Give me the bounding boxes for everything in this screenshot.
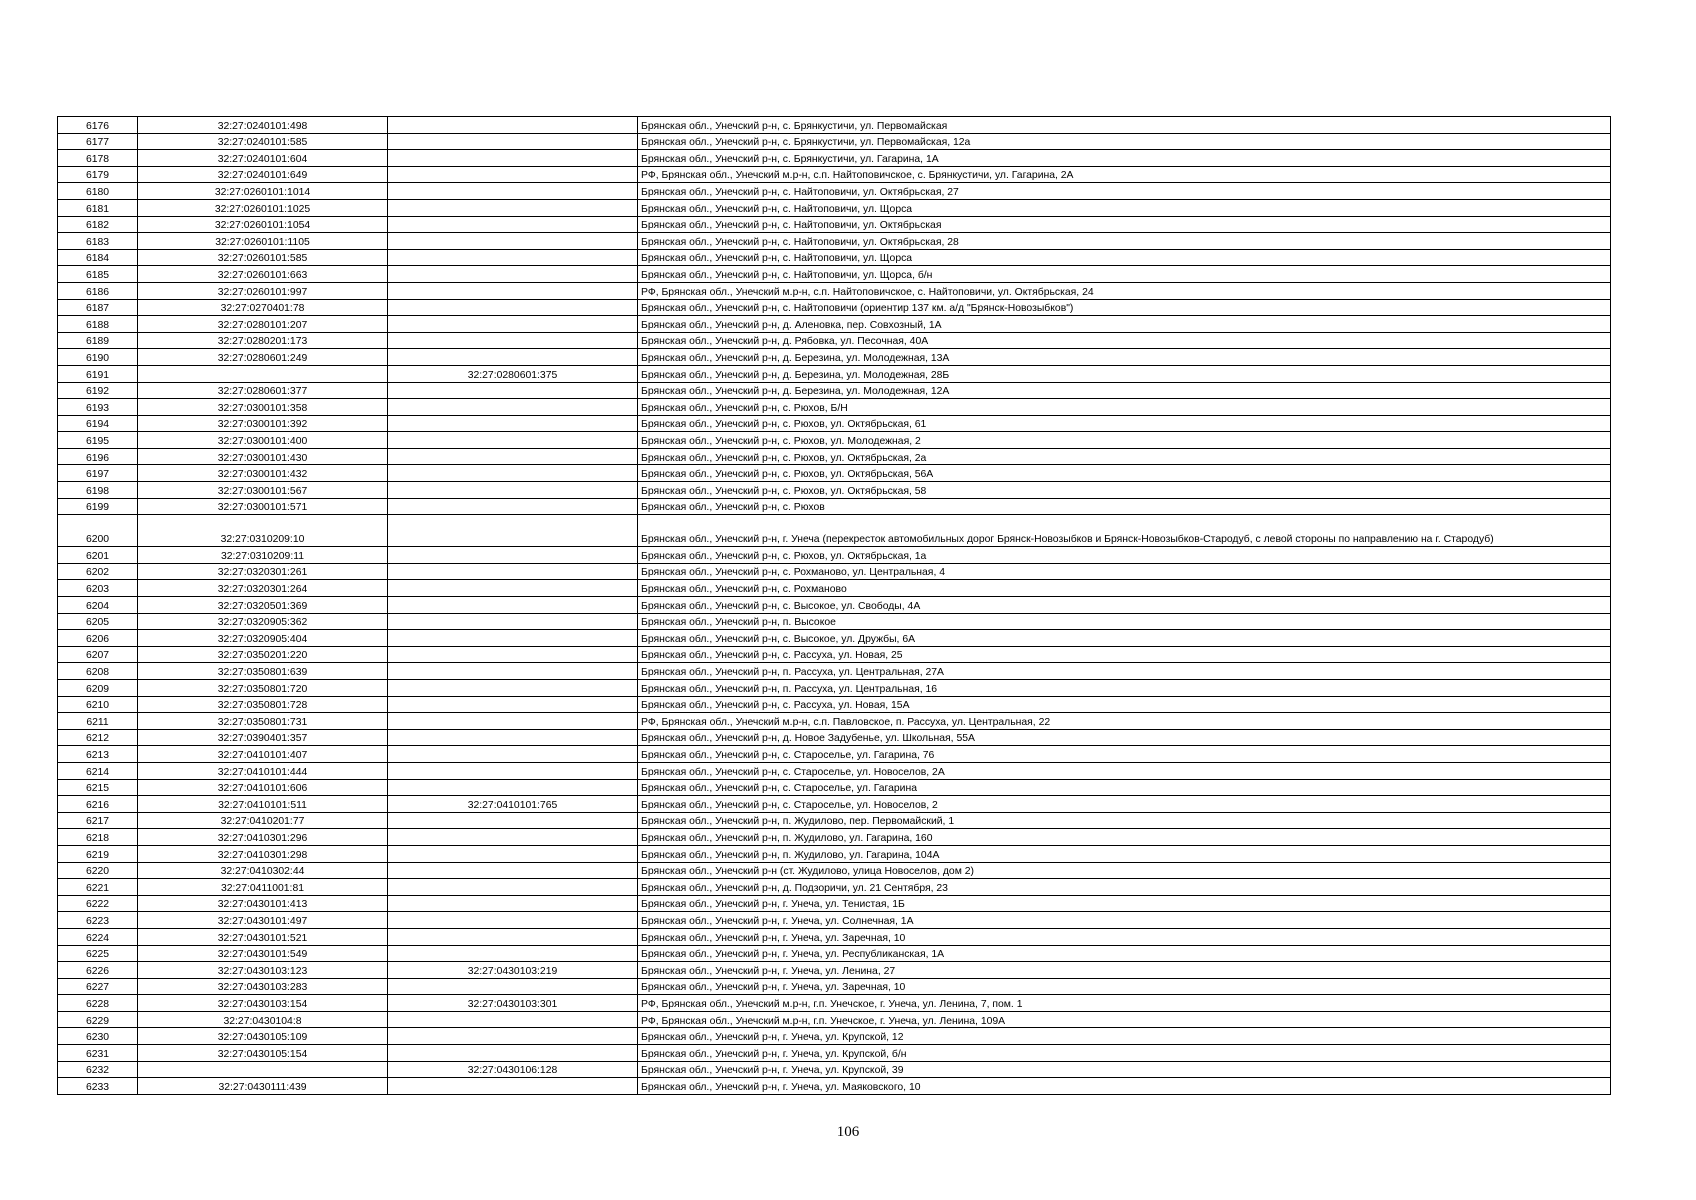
row-number-cell: 6188 xyxy=(58,316,138,333)
address-cell: Брянская обл., Унечский р-н, с. Рюхов, ул. Молодежная, 2 xyxy=(638,432,1611,449)
cadastral-number-cell: 32:27:0430105:109 xyxy=(138,1028,388,1045)
table-row xyxy=(58,249,1611,266)
table-row xyxy=(58,862,1611,879)
address-cell: Брянская обл., Унечский р-н, д. Новое Задубенье, ул. Школьная, 55А xyxy=(638,729,1611,746)
address-cell: Брянская обл., Унечский р-н, с. Найтоповичи, ул. Октябрьская, 28 xyxy=(638,233,1611,250)
row-number-cell: 6200 xyxy=(58,515,138,547)
related-cadastral-number-cell xyxy=(388,978,638,995)
cadastral-number-cell: 32:27:0300101:392 xyxy=(138,415,388,432)
cadastral-number-cell: 32:27:0430104:8 xyxy=(138,1011,388,1028)
address-cell: Брянская обл., Унечский р-н, г. Унеча, ул. Заречная, 10 xyxy=(638,928,1611,945)
row-number-cell: 6189 xyxy=(58,332,138,349)
cadastral-number-cell: 32:27:0410101:511 xyxy=(138,796,388,813)
row-number-cell: 6202 xyxy=(58,563,138,580)
table-row xyxy=(58,812,1611,829)
table-row xyxy=(58,563,1611,580)
row-number-cell: 6232 xyxy=(58,1061,138,1078)
related-cadastral-number-cell xyxy=(388,729,638,746)
cadastral-number-cell: 32:27:0260101:1054 xyxy=(138,216,388,233)
table-row xyxy=(58,465,1611,482)
address-cell: Брянская обл., Унечский р-н, п. Жудилово, пер. Первомайский, 1 xyxy=(638,812,1611,829)
related-cadastral-number-cell xyxy=(388,133,638,150)
table-row xyxy=(58,879,1611,896)
cadastral-number-cell: 32:27:0280101:207 xyxy=(138,316,388,333)
address-cell: Брянская обл., Унечский р-н, с. Найтоповичи, ул. Щорса xyxy=(638,199,1611,216)
table-row xyxy=(58,117,1611,134)
table-row xyxy=(58,580,1611,597)
registry-table xyxy=(57,116,1611,1095)
cadastral-number-cell: 32:27:0260101:997 xyxy=(138,282,388,299)
cadastral-number-cell xyxy=(138,365,388,382)
table-row xyxy=(58,945,1611,962)
related-cadastral-number-cell xyxy=(388,117,638,134)
table-row xyxy=(58,779,1611,796)
address-cell: Брянская обл., Унечский р-н, г. Унеча, ул. Тенистая, 1Б xyxy=(638,895,1611,912)
row-number-cell: 6233 xyxy=(58,1078,138,1095)
row-number-cell: 6193 xyxy=(58,399,138,416)
cadastral-number-cell: 32:27:0270401:78 xyxy=(138,299,388,316)
related-cadastral-number-cell xyxy=(388,316,638,333)
address-cell: Брянская обл., Унечский р-н (ст. Жудилово, улица Новоселов, дом 2) xyxy=(638,862,1611,879)
row-number-cell: 6222 xyxy=(58,895,138,912)
table-row xyxy=(58,515,1611,547)
related-cadastral-number-cell xyxy=(388,515,638,547)
address-cell: Брянская обл., Унечский р-н, д. Березина, ул. Молодежная, 12А xyxy=(638,382,1611,399)
related-cadastral-number-cell xyxy=(388,862,638,879)
address-cell: Брянская обл., Унечский р-н, с. Рюхов, ул. Октябрьская, 61 xyxy=(638,415,1611,432)
table-row xyxy=(58,597,1611,614)
cadastral-number-cell: 32:27:0430101:497 xyxy=(138,912,388,929)
table-row xyxy=(58,482,1611,499)
address-cell: Брянская обл., Унечский р-н, с. Рюхов, ул. Октябрьская, 58 xyxy=(638,482,1611,499)
table-row xyxy=(58,349,1611,366)
related-cadastral-number-cell xyxy=(388,299,638,316)
row-number-cell: 6197 xyxy=(58,465,138,482)
related-cadastral-number-cell xyxy=(388,762,638,779)
table-row xyxy=(58,1078,1611,1095)
row-number-cell: 6186 xyxy=(58,282,138,299)
related-cadastral-number-cell xyxy=(388,415,638,432)
related-cadastral-number-cell xyxy=(388,630,638,647)
table-row xyxy=(58,978,1611,995)
address-cell: Брянская обл., Унечский р-н, д. Подзоричи, ул. 21 Сентября, 23 xyxy=(638,879,1611,896)
related-cadastral-number-cell xyxy=(388,580,638,597)
related-cadastral-number-cell xyxy=(388,928,638,945)
table-row xyxy=(58,415,1611,432)
address-cell: Брянская обл., Унечский р-н, д. Рябовка, ул. Песочная, 40А xyxy=(638,332,1611,349)
related-cadastral-number-cell xyxy=(388,249,638,266)
address-cell: Брянская обл., Унечский р-н, г. Унеча, ул. Крупской, 39 xyxy=(638,1061,1611,1078)
row-number-cell: 6210 xyxy=(58,696,138,713)
table-row xyxy=(58,498,1611,515)
related-cadastral-number-cell xyxy=(388,1028,638,1045)
address-cell: Брянская обл., Унечский р-н, п. Рассуха, ул. Центральная, 16 xyxy=(638,680,1611,697)
address-cell: Брянская обл., Унечский р-н, с. Высокое, ул. Свободы, 4А xyxy=(638,597,1611,614)
cadastral-number-cell: 32:27:0350801:639 xyxy=(138,663,388,680)
address-cell: Брянская обл., Унечский р-н, с. Рохманово xyxy=(638,580,1611,597)
cadastral-number-cell: 32:27:0280601:249 xyxy=(138,349,388,366)
row-number-cell: 6208 xyxy=(58,663,138,680)
table-row xyxy=(58,299,1611,316)
address-cell: Брянская обл., Унечский р-н, г. Унеча, ул. Солнечная, 1А xyxy=(638,912,1611,929)
row-number-cell: 6228 xyxy=(58,995,138,1012)
table-row xyxy=(58,1028,1611,1045)
table-row xyxy=(58,1061,1611,1078)
row-number-cell: 6203 xyxy=(58,580,138,597)
related-cadastral-number-cell xyxy=(388,266,638,283)
row-number-cell: 6215 xyxy=(58,779,138,796)
address-cell: Брянская обл., Унечский р-н, с. Рюхов, ул. Октябрьская, 1а xyxy=(638,547,1611,564)
cadastral-number-cell: 32:27:0350801:731 xyxy=(138,713,388,730)
address-cell: Брянская обл., Унечский р-н, с. Староселье, ул. Гагарина, 76 xyxy=(638,746,1611,763)
cadastral-number-cell: 32:27:0350801:728 xyxy=(138,696,388,713)
cadastral-number-cell: 32:27:0260101:1105 xyxy=(138,233,388,250)
table-row xyxy=(58,199,1611,216)
row-number-cell: 6191 xyxy=(58,365,138,382)
related-cadastral-number-cell xyxy=(388,779,638,796)
row-number-cell: 6180 xyxy=(58,183,138,200)
related-cadastral-number-cell xyxy=(388,482,638,499)
row-number-cell: 6185 xyxy=(58,266,138,283)
related-cadastral-number-cell xyxy=(388,1045,638,1062)
address-cell: РФ, Брянская обл., Унечский м.р-н, с.п. Павловское, п. Рассуха, ул. Центральная, 22 xyxy=(638,713,1611,730)
address-cell: Брянская обл., Унечский р-н, с. Найтоповичи, ул. Октябрьская, 27 xyxy=(638,183,1611,200)
cadastral-number-cell: 32:27:0350801:720 xyxy=(138,680,388,697)
cadastral-number-cell: 32:27:0410302:44 xyxy=(138,862,388,879)
table-row xyxy=(58,1045,1611,1062)
row-number-cell: 6230 xyxy=(58,1028,138,1045)
related-cadastral-number-cell xyxy=(388,150,638,167)
cadastral-number-cell: 32:27:0320905:362 xyxy=(138,613,388,630)
table-row xyxy=(58,729,1611,746)
table-row xyxy=(58,365,1611,382)
cadastral-number-cell: 32:27:0300101:430 xyxy=(138,448,388,465)
address-cell: Брянская обл., Унечский р-н, с. Рюхов, Б/Н xyxy=(638,399,1611,416)
table-row xyxy=(58,746,1611,763)
row-number-cell: 6194 xyxy=(58,415,138,432)
address-cell: Брянская обл., Унечский р-н, с. Высокое, ул. Дружбы, 6А xyxy=(638,630,1611,647)
cadastral-number-cell xyxy=(138,1061,388,1078)
table-row xyxy=(58,630,1611,647)
table-row xyxy=(58,216,1611,233)
related-cadastral-number-cell xyxy=(388,399,638,416)
related-cadastral-number-cell xyxy=(388,233,638,250)
address-cell: Брянская обл., Унечский р-н, г. Унеча, ул. Заречная, 10 xyxy=(638,978,1611,995)
related-cadastral-number-cell xyxy=(388,746,638,763)
row-number-cell: 6219 xyxy=(58,845,138,862)
cadastral-number-cell: 32:27:0430101:521 xyxy=(138,928,388,945)
related-cadastral-number-cell xyxy=(388,448,638,465)
cadastral-number-cell: 32:27:0310209:11 xyxy=(138,547,388,564)
row-number-cell: 6187 xyxy=(58,299,138,316)
related-cadastral-number-cell xyxy=(388,382,638,399)
row-number-cell: 6201 xyxy=(58,547,138,564)
address-cell: Брянская обл., Унечский р-н, с. Староселье, ул. Гагарина xyxy=(638,779,1611,796)
related-cadastral-number-cell xyxy=(388,1078,638,1095)
cadastral-number-cell: 32:27:0320501:369 xyxy=(138,597,388,614)
related-cadastral-number-cell xyxy=(388,895,638,912)
related-cadastral-number-cell xyxy=(388,696,638,713)
related-cadastral-number-cell xyxy=(388,613,638,630)
table-row xyxy=(58,845,1611,862)
table-row xyxy=(58,995,1611,1012)
address-cell: Брянская обл., Унечский р-н, с. Найтоповичи, ул. Октябрьская xyxy=(638,216,1611,233)
address-cell: РФ, Брянская обл., Унечский м.р-н, г.п. Унечское, г. Унеча, ул. Ленина, 7, пом. 1 xyxy=(638,995,1611,1012)
table-row xyxy=(58,762,1611,779)
cadastral-number-cell: 32:27:0350201:220 xyxy=(138,646,388,663)
cadastral-number-cell: 32:27:0280201:173 xyxy=(138,332,388,349)
related-cadastral-number-cell: 32:27:0430106:128 xyxy=(388,1061,638,1078)
related-cadastral-number-cell xyxy=(388,713,638,730)
table-row xyxy=(58,382,1611,399)
cadastral-number-cell: 32:27:0280601:377 xyxy=(138,382,388,399)
related-cadastral-number-cell xyxy=(388,1011,638,1028)
related-cadastral-number-cell xyxy=(388,332,638,349)
row-number-cell: 6213 xyxy=(58,746,138,763)
cadastral-number-cell: 32:27:0410301:298 xyxy=(138,845,388,862)
row-number-cell: 6182 xyxy=(58,216,138,233)
table-row xyxy=(58,547,1611,564)
address-cell: Брянская обл., Унечский р-н, с. Рюхов, ул. Октябрьская, 2а xyxy=(638,448,1611,465)
address-cell: Брянская обл., Унечский р-н, с. Брянкустичи, ул. Гагарина, 1А xyxy=(638,150,1611,167)
cadastral-number-cell: 32:27:0410101:444 xyxy=(138,762,388,779)
table-row xyxy=(58,829,1611,846)
address-cell: Брянская обл., Унечский р-н, с. Найтоповичи, ул. Щорса, б/н xyxy=(638,266,1611,283)
table-row xyxy=(58,448,1611,465)
address-cell: Брянская обл., Унечский р-н, с. Староселье, ул. Новоселов, 2А xyxy=(638,762,1611,779)
address-cell: Брянская обл., Унечский р-н, г. Унеча, ул. Маяковского, 10 xyxy=(638,1078,1611,1095)
related-cadastral-number-cell: 32:27:0410101:765 xyxy=(388,796,638,813)
table-row xyxy=(58,282,1611,299)
cadastral-number-cell: 32:27:0300101:571 xyxy=(138,498,388,515)
related-cadastral-number-cell xyxy=(388,432,638,449)
row-number-cell: 6205 xyxy=(58,613,138,630)
related-cadastral-number-cell xyxy=(388,879,638,896)
row-number-cell: 6206 xyxy=(58,630,138,647)
address-cell: Брянская обл., Унечский р-н, с. Брянкустичи, ул. Первомайская xyxy=(638,117,1611,134)
cadastral-number-cell: 32:27:0260101:1014 xyxy=(138,183,388,200)
cadastral-number-cell: 32:27:0430103:283 xyxy=(138,978,388,995)
table-row xyxy=(58,316,1611,333)
address-cell: Брянская обл., Унечский р-н, д. Березина, ул. Молодежная, 28Б xyxy=(638,365,1611,382)
table-row xyxy=(58,696,1611,713)
table-row xyxy=(58,133,1611,150)
cadastral-number-cell: 32:27:0310209:10 xyxy=(138,515,388,547)
row-number-cell: 6225 xyxy=(58,945,138,962)
address-cell: Брянская обл., Унечский р-н, с. Найтоповичи, ул. Щорса xyxy=(638,249,1611,266)
related-cadastral-number-cell xyxy=(388,845,638,862)
cadastral-number-cell: 32:27:0430103:123 xyxy=(138,962,388,979)
related-cadastral-number-cell xyxy=(388,945,638,962)
related-cadastral-number-cell xyxy=(388,183,638,200)
table-row xyxy=(58,663,1611,680)
row-number-cell: 6220 xyxy=(58,862,138,879)
cadastral-number-cell: 32:27:0260101:585 xyxy=(138,249,388,266)
row-number-cell: 6181 xyxy=(58,199,138,216)
address-cell: Брянская обл., Унечский р-н, п. Жудилово, ул. Гагарина, 160 xyxy=(638,829,1611,846)
cadastral-number-cell: 32:27:0240101:498 xyxy=(138,117,388,134)
table-row xyxy=(58,895,1611,912)
address-cell: Брянская обл., Унечский р-н, с. Рассуха, ул. Новая, 15А xyxy=(638,696,1611,713)
row-number-cell: 6218 xyxy=(58,829,138,846)
address-cell: Брянская обл., Унечский р-н, г. Унеча, ул. Республиканская, 1А xyxy=(638,945,1611,962)
row-number-cell: 6212 xyxy=(58,729,138,746)
row-number-cell: 6184 xyxy=(58,249,138,266)
cadastral-number-cell: 32:27:0260101:1025 xyxy=(138,199,388,216)
table-row xyxy=(58,646,1611,663)
cadastral-number-cell: 32:27:0430101:549 xyxy=(138,945,388,962)
address-cell: Брянская обл., Унечский р-н, д. Аленовка, пер. Совхозный, 1А xyxy=(638,316,1611,333)
cadastral-number-cell: 32:27:0240101:585 xyxy=(138,133,388,150)
related-cadastral-number-cell: 32:27:0280601:375 xyxy=(388,365,638,382)
table-row xyxy=(58,332,1611,349)
related-cadastral-number-cell xyxy=(388,597,638,614)
cadastral-number-cell: 32:27:0320301:261 xyxy=(138,563,388,580)
cadastral-number-cell: 32:27:0300101:432 xyxy=(138,465,388,482)
address-cell: Брянская обл., Унечский р-н, с. Рюхов xyxy=(638,498,1611,515)
related-cadastral-number-cell: 32:27:0430103:301 xyxy=(388,995,638,1012)
cadastral-number-cell: 32:27:0411001:81 xyxy=(138,879,388,896)
related-cadastral-number-cell xyxy=(388,912,638,929)
row-number-cell: 6198 xyxy=(58,482,138,499)
related-cadastral-number-cell xyxy=(388,465,638,482)
cadastral-number-cell: 32:27:0320905:404 xyxy=(138,630,388,647)
related-cadastral-number-cell xyxy=(388,216,638,233)
row-number-cell: 6176 xyxy=(58,117,138,134)
related-cadastral-number-cell xyxy=(388,547,638,564)
address-cell: РФ, Брянская обл., Унечский м.р-н, г.п. Унечское, г. Унеча, ул. Ленина, 109А xyxy=(638,1011,1611,1028)
address-cell: Брянская обл., Унечский р-н, г. Унеча, ул. Крупской, 12 xyxy=(638,1028,1611,1045)
table-row xyxy=(58,233,1611,250)
row-number-cell: 6179 xyxy=(58,166,138,183)
row-number-cell: 6183 xyxy=(58,233,138,250)
row-number-cell: 6226 xyxy=(58,962,138,979)
address-cell: РФ, Брянская обл., Унечский м.р-н, с.п. Найтоповичское, с. Брянкустичи, ул. Гагарина, 2А xyxy=(638,166,1611,183)
related-cadastral-number-cell xyxy=(388,199,638,216)
address-cell: Брянская обл., Унечский р-н, г. Унеча, ул. Ленина, 27 xyxy=(638,962,1611,979)
related-cadastral-number-cell xyxy=(388,498,638,515)
row-number-cell: 6209 xyxy=(58,680,138,697)
address-cell: Брянская обл., Унечский р-н, с. Рассуха, ул. Новая, 25 xyxy=(638,646,1611,663)
row-number-cell: 6217 xyxy=(58,812,138,829)
table-row xyxy=(58,166,1611,183)
address-cell: Брянская обл., Унечский р-н, с. Рохманово, ул. Центральная, 4 xyxy=(638,563,1611,580)
row-number-cell: 6221 xyxy=(58,879,138,896)
cadastral-number-cell: 32:27:0410301:296 xyxy=(138,829,388,846)
row-number-cell: 6195 xyxy=(58,432,138,449)
row-number-cell: 6227 xyxy=(58,978,138,995)
cadastral-number-cell: 32:27:0430103:154 xyxy=(138,995,388,1012)
cadastral-number-cell: 32:27:0240101:604 xyxy=(138,150,388,167)
related-cadastral-number-cell xyxy=(388,829,638,846)
address-cell: Брянская обл., Унечский р-н, п. Жудилово, ул. Гагарина, 104А xyxy=(638,845,1611,862)
related-cadastral-number-cell xyxy=(388,646,638,663)
table-row xyxy=(58,150,1611,167)
table-row xyxy=(58,613,1611,630)
cadastral-number-cell: 32:27:0260101:663 xyxy=(138,266,388,283)
cadastral-number-cell: 32:27:0410101:606 xyxy=(138,779,388,796)
row-number-cell: 6211 xyxy=(58,713,138,730)
related-cadastral-number-cell xyxy=(388,166,638,183)
row-number-cell: 6207 xyxy=(58,646,138,663)
table-row xyxy=(58,713,1611,730)
row-number-cell: 6192 xyxy=(58,382,138,399)
cadastral-number-cell: 32:27:0390401:357 xyxy=(138,729,388,746)
address-cell: Брянская обл., Унечский р-н, г. Унеча, ул. Крупской, б/н xyxy=(638,1045,1611,1062)
table-row xyxy=(58,928,1611,945)
table-row xyxy=(58,183,1611,200)
cadastral-number-cell: 32:27:0300101:567 xyxy=(138,482,388,499)
cadastral-number-cell: 32:27:0320301:264 xyxy=(138,580,388,597)
address-cell: Брянская обл., Унечский р-н, с. Брянкустичи, ул. Первомайская, 12а xyxy=(638,133,1611,150)
related-cadastral-number-cell: 32:27:0430103:219 xyxy=(388,962,638,979)
related-cadastral-number-cell xyxy=(388,812,638,829)
table-row xyxy=(58,796,1611,813)
table-row xyxy=(58,1011,1611,1028)
cadastral-number-cell: 32:27:0300101:400 xyxy=(138,432,388,449)
row-number-cell: 6204 xyxy=(58,597,138,614)
cadastral-number-cell: 32:27:0410101:407 xyxy=(138,746,388,763)
cadastral-number-cell: 32:27:0430111:439 xyxy=(138,1078,388,1095)
cadastral-number-cell: 32:27:0410201:77 xyxy=(138,812,388,829)
cadastral-number-cell: 32:27:0300101:358 xyxy=(138,399,388,416)
cadastral-number-cell: 32:27:0240101:649 xyxy=(138,166,388,183)
related-cadastral-number-cell xyxy=(388,282,638,299)
row-number-cell: 6223 xyxy=(58,912,138,929)
related-cadastral-number-cell xyxy=(388,563,638,580)
address-cell: Брянская обл., Унечский р-н, с. Староселье, ул. Новоселов, 2 xyxy=(638,796,1611,813)
row-number-cell: 6214 xyxy=(58,762,138,779)
related-cadastral-number-cell xyxy=(388,349,638,366)
table-row xyxy=(58,266,1611,283)
table-row xyxy=(58,962,1611,979)
address-cell: Брянская обл., Унечский р-н, п. Рассуха, ул. Центральная, 27А xyxy=(638,663,1611,680)
row-number-cell: 6229 xyxy=(58,1011,138,1028)
page-number: 106 xyxy=(836,1124,860,1140)
row-number-cell: 6177 xyxy=(58,133,138,150)
related-cadastral-number-cell xyxy=(388,663,638,680)
table-row xyxy=(58,399,1611,416)
related-cadastral-number-cell xyxy=(388,680,638,697)
row-number-cell: 6231 xyxy=(58,1045,138,1062)
row-number-cell: 6190 xyxy=(58,349,138,366)
cadastral-number-cell: 32:27:0430101:413 xyxy=(138,895,388,912)
registry-table-body xyxy=(58,117,1611,1095)
table-row xyxy=(58,680,1611,697)
address-cell: РФ, Брянская обл., Унечский м.р-н, с.п. Найтоповичское, с. Найтоповичи, ул. Октябрьская, 24 xyxy=(638,282,1611,299)
cadastral-number-cell: 32:27:0430105:154 xyxy=(138,1045,388,1062)
table-row xyxy=(58,432,1611,449)
address-cell: Брянская обл., Унечский р-н, д. Березина, ул. Молодежная, 13А xyxy=(638,349,1611,366)
address-cell: Брянская обл., Унечский р-н, г. Унеча (перекресток автомобильных дорог Брянск-Новозыбков и Брянск-Новозыбков-Стародуб, с левой стороны по направлению на г. Стародуб) xyxy=(638,515,1611,547)
address-cell: Брянская обл., Унечский р-н, с. Найтоповичи (ориентир 137 км. а/д "Брянск-Новозыбков") xyxy=(638,299,1611,316)
row-number-cell: 6216 xyxy=(58,796,138,813)
address-cell: Брянская обл., Унечский р-н, п. Высокое xyxy=(638,613,1611,630)
row-number-cell: 6224 xyxy=(58,928,138,945)
table-row xyxy=(58,912,1611,929)
row-number-cell: 6178 xyxy=(58,150,138,167)
row-number-cell: 6196 xyxy=(58,448,138,465)
row-number-cell: 6199 xyxy=(58,498,138,515)
address-cell: Брянская обл., Унечский р-н, с. Рюхов, ул. Октябрьская, 56А xyxy=(638,465,1611,482)
